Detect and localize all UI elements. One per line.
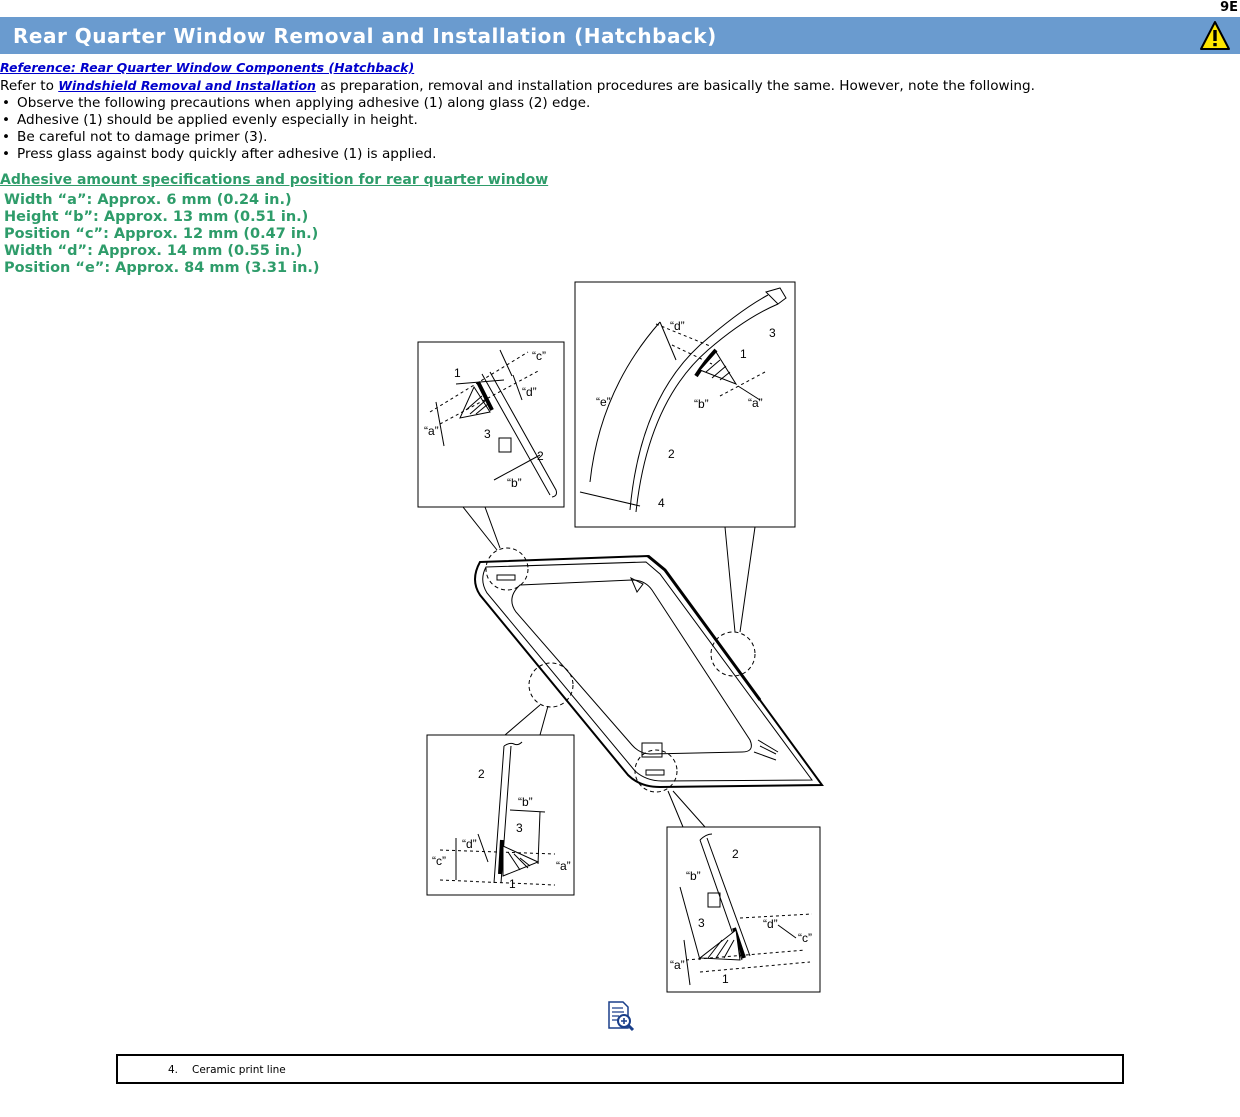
spec-list (4, 192, 1240, 277)
list-item: • Press glass against body quickly after adhesive (1) is applied. (0, 146, 1240, 163)
spec-width-a: Width “a”: Approx. 6 mm (0.24 in.) (4, 192, 292, 208)
content (0, 59, 1240, 277)
detail-top-left (418, 342, 564, 507)
label-b: “b” (518, 795, 533, 809)
list-item: • Be careful not to damage primer (3). (0, 129, 1240, 146)
label-b: “b” (694, 397, 709, 411)
legend-number: 4. (168, 1064, 179, 1076)
detail-top-right (575, 282, 795, 527)
detail-bottom-left (427, 735, 574, 895)
spec-width-d: Width “d”: Approx. 14 mm (0.55 in.) (4, 243, 303, 259)
label-d: “d” (670, 319, 685, 333)
label-2: 2 (537, 449, 544, 463)
legend-text: Ceramic print line (192, 1064, 286, 1076)
intro-suffix: as preparation, removal and installation procedures are basically the same. However, note the following. (315, 78, 1035, 94)
list-item: • Adhesive (1) should be applied evenly especially in height. (0, 112, 1240, 129)
label-3: 3 (516, 821, 523, 835)
label-d: “d” (522, 385, 537, 399)
spec-height-b: Height “b”: Approx. 13 mm (0.51 in.) (4, 209, 309, 225)
label-2: 2 (478, 767, 485, 781)
label-2: 2 (668, 447, 675, 461)
label-c: “c” (532, 349, 546, 363)
label-1: 1 (509, 877, 516, 891)
label-a: “a” (424, 424, 439, 438)
warning-icon[interactable] (1199, 20, 1231, 52)
label-d: “d” (462, 837, 477, 851)
label-c: “c” (798, 931, 812, 945)
spec-heading: Adhesive amount specifications and position for rear quarter window (0, 172, 549, 188)
label-e: “e” (596, 395, 611, 409)
label-3: 3 (769, 326, 776, 340)
label-c: “c” (432, 854, 446, 868)
windshield-link[interactable]: Windshield Removal and Installation (58, 78, 316, 93)
label-b: “b” (507, 476, 522, 490)
label-a: “a” (748, 396, 763, 410)
title-bar (0, 17, 1240, 54)
label-b: “b” (686, 869, 701, 883)
label-d: “d” (763, 917, 778, 931)
detail-bottom-right (667, 827, 820, 992)
label-a: “a” (556, 859, 571, 873)
page-title: Rear Quarter Window Removal and Installation (Hatchback) (13, 24, 717, 48)
legend-box (116, 1054, 1124, 1084)
document-zoom-icon[interactable] (606, 1000, 636, 1032)
label-a: “a” (670, 958, 685, 972)
list-item: • Observe the following precautions when applying adhesive (1) along glass (2) edge. (0, 95, 1240, 112)
spec-position-c: Position “c”: Approx. 12 mm (0.47 in.) (4, 226, 319, 242)
label-3: 3 (484, 427, 491, 441)
label-2: 2 (732, 847, 739, 861)
label-1: 1 (454, 366, 461, 380)
label-1: 1 (722, 972, 729, 986)
spec-position-e: Position “e”: Approx. 84 mm (3.31 in.) (4, 260, 320, 276)
label-4: 4 (658, 496, 665, 510)
intro-paragraph (0, 77, 1240, 95)
intro-prefix: Refer to (0, 78, 59, 94)
precaution-list (0, 95, 1240, 163)
label-1: 1 (740, 347, 747, 361)
section-code: 9E (1220, 0, 1238, 15)
label-3: 3 (698, 916, 705, 930)
reference-link[interactable]: Reference: Rear Quarter Window Components (Hatchback) (0, 60, 415, 75)
